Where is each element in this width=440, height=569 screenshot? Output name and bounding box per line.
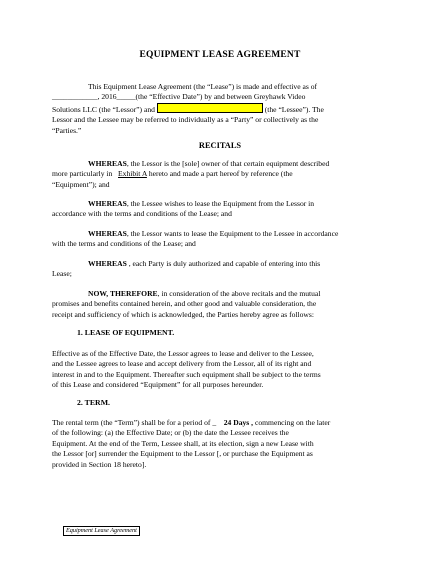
section-2-body: [52, 418, 366, 470]
recital-text: , the Lessee wishes to lease the Equipment from the Lessor in: [126, 199, 315, 208]
recital-line: [52, 169, 366, 179]
section-line: of this Lease and considered “Equipment” for all purposes hereunder.: [52, 380, 264, 390]
recital-line: [52, 289, 366, 299]
lessee-name-field[interactable]: [157, 103, 263, 113]
document-title: EQUIPMENT LEASE AGREEMENT: [139, 50, 301, 60]
section-text: The rental term (the “Term”) shall be for a period of _: [52, 418, 217, 427]
intro-paragraph: [52, 82, 366, 136]
recital-text: , each Party is duly authorized and capable of entering into this: [126, 259, 321, 268]
recital-line: [52, 259, 366, 269]
intro-text: (the “Lessee”). The: [264, 104, 324, 114]
term-value: 24 Days ,: [223, 418, 254, 427]
section-line: of the following: (a) the Effective Date; or (b) the date the Lessee receives the: [52, 428, 289, 438]
intro-line: [52, 103, 366, 115]
intro-text: Solutions LLC (the “Lessor”) and: [52, 104, 155, 114]
recital-line: [52, 159, 366, 169]
recital-1: [52, 159, 366, 190]
recital-text: hereto and made a part hereof by reference (the: [148, 169, 293, 179]
recital-text: , the Lessor wants to lease the Equipment to the Lessee in accordance: [126, 229, 339, 238]
recital-text: , the Lessor is the [sole] owner of that certain equipment described: [126, 159, 330, 168]
section-line: [52, 418, 366, 428]
recital-line: accordance with the terms and conditions of the Lease; and: [52, 209, 232, 219]
recital-text: more particularly in: [52, 169, 113, 179]
exhibit-a-link[interactable]: Exhibit A: [118, 169, 147, 179]
intro-line: ____________, 2016_____(the “Effective Date”) by and between Greyhawk Video: [52, 92, 306, 102]
recital-text: , in consideration of the above recitals and the mutual: [157, 289, 321, 298]
recital-2: [52, 199, 366, 220]
recital-line: receipt and sufficiency of which is acknowledged, the Parties hereby agree as follows:: [52, 309, 314, 319]
recital-lead: WHEREAS: [88, 229, 127, 238]
recital-line: [52, 229, 366, 239]
section-2-heading: 2. TERM.: [77, 398, 110, 407]
now-therefore-paragraph: [52, 289, 366, 320]
footer-label: Equipment Lease Agreement: [63, 526, 140, 536]
section-1-heading: 1. LEASE OF EQUIPMENT.: [77, 328, 175, 337]
recital-line: with the terms and conditions of the Lease; and: [52, 239, 196, 249]
recital-3: [52, 229, 366, 250]
section-1-body: [52, 349, 366, 391]
recital-lead: WHEREAS: [88, 199, 127, 208]
section-line: Equipment. At the end of the Term, Lessee shall, at its election, sign a new Lease with: [52, 438, 314, 448]
recital-line: Lease;: [52, 269, 72, 279]
intro-line: This Equipment Lease Agreement (the “Lease”) is made and effective as of: [88, 82, 318, 91]
recital-line: promises and benefits contained herein, and other good and valuable consideration, the: [52, 299, 317, 309]
section-line: Effective as of the Effective Date, the Lessor agrees to lease and deliver to the Lessee,: [52, 349, 314, 358]
recital-line: [52, 199, 366, 209]
intro-line: “Parties.”: [52, 125, 82, 135]
section-line: and the Lessee agrees to lease and accept delivery from the Lessor, all of its right and: [52, 359, 312, 369]
recital-line: “Equipment”); and: [52, 179, 110, 189]
recital-lead: WHEREAS: [88, 259, 127, 268]
section-line: the Lessor [or] surrender the Equipment to the Lessor [, or purchase the Equipment as: [52, 449, 313, 459]
section-line: interest in and to the Equipment. Thereafter such equipment shall be subject to the terms: [52, 369, 321, 379]
recitals-heading: RECITALS: [198, 141, 242, 150]
recital-4: [52, 259, 366, 280]
section-line: provided in Section 18 hereto].: [52, 459, 147, 469]
recital-lead: WHEREAS: [88, 159, 127, 168]
section-text: commencing on the later: [254, 418, 331, 427]
recital-lead: NOW, THEREFORE: [88, 289, 158, 298]
intro-line: Lessor and the Lessee may be referred to individually as a “Party” or collectively as the: [52, 115, 319, 125]
